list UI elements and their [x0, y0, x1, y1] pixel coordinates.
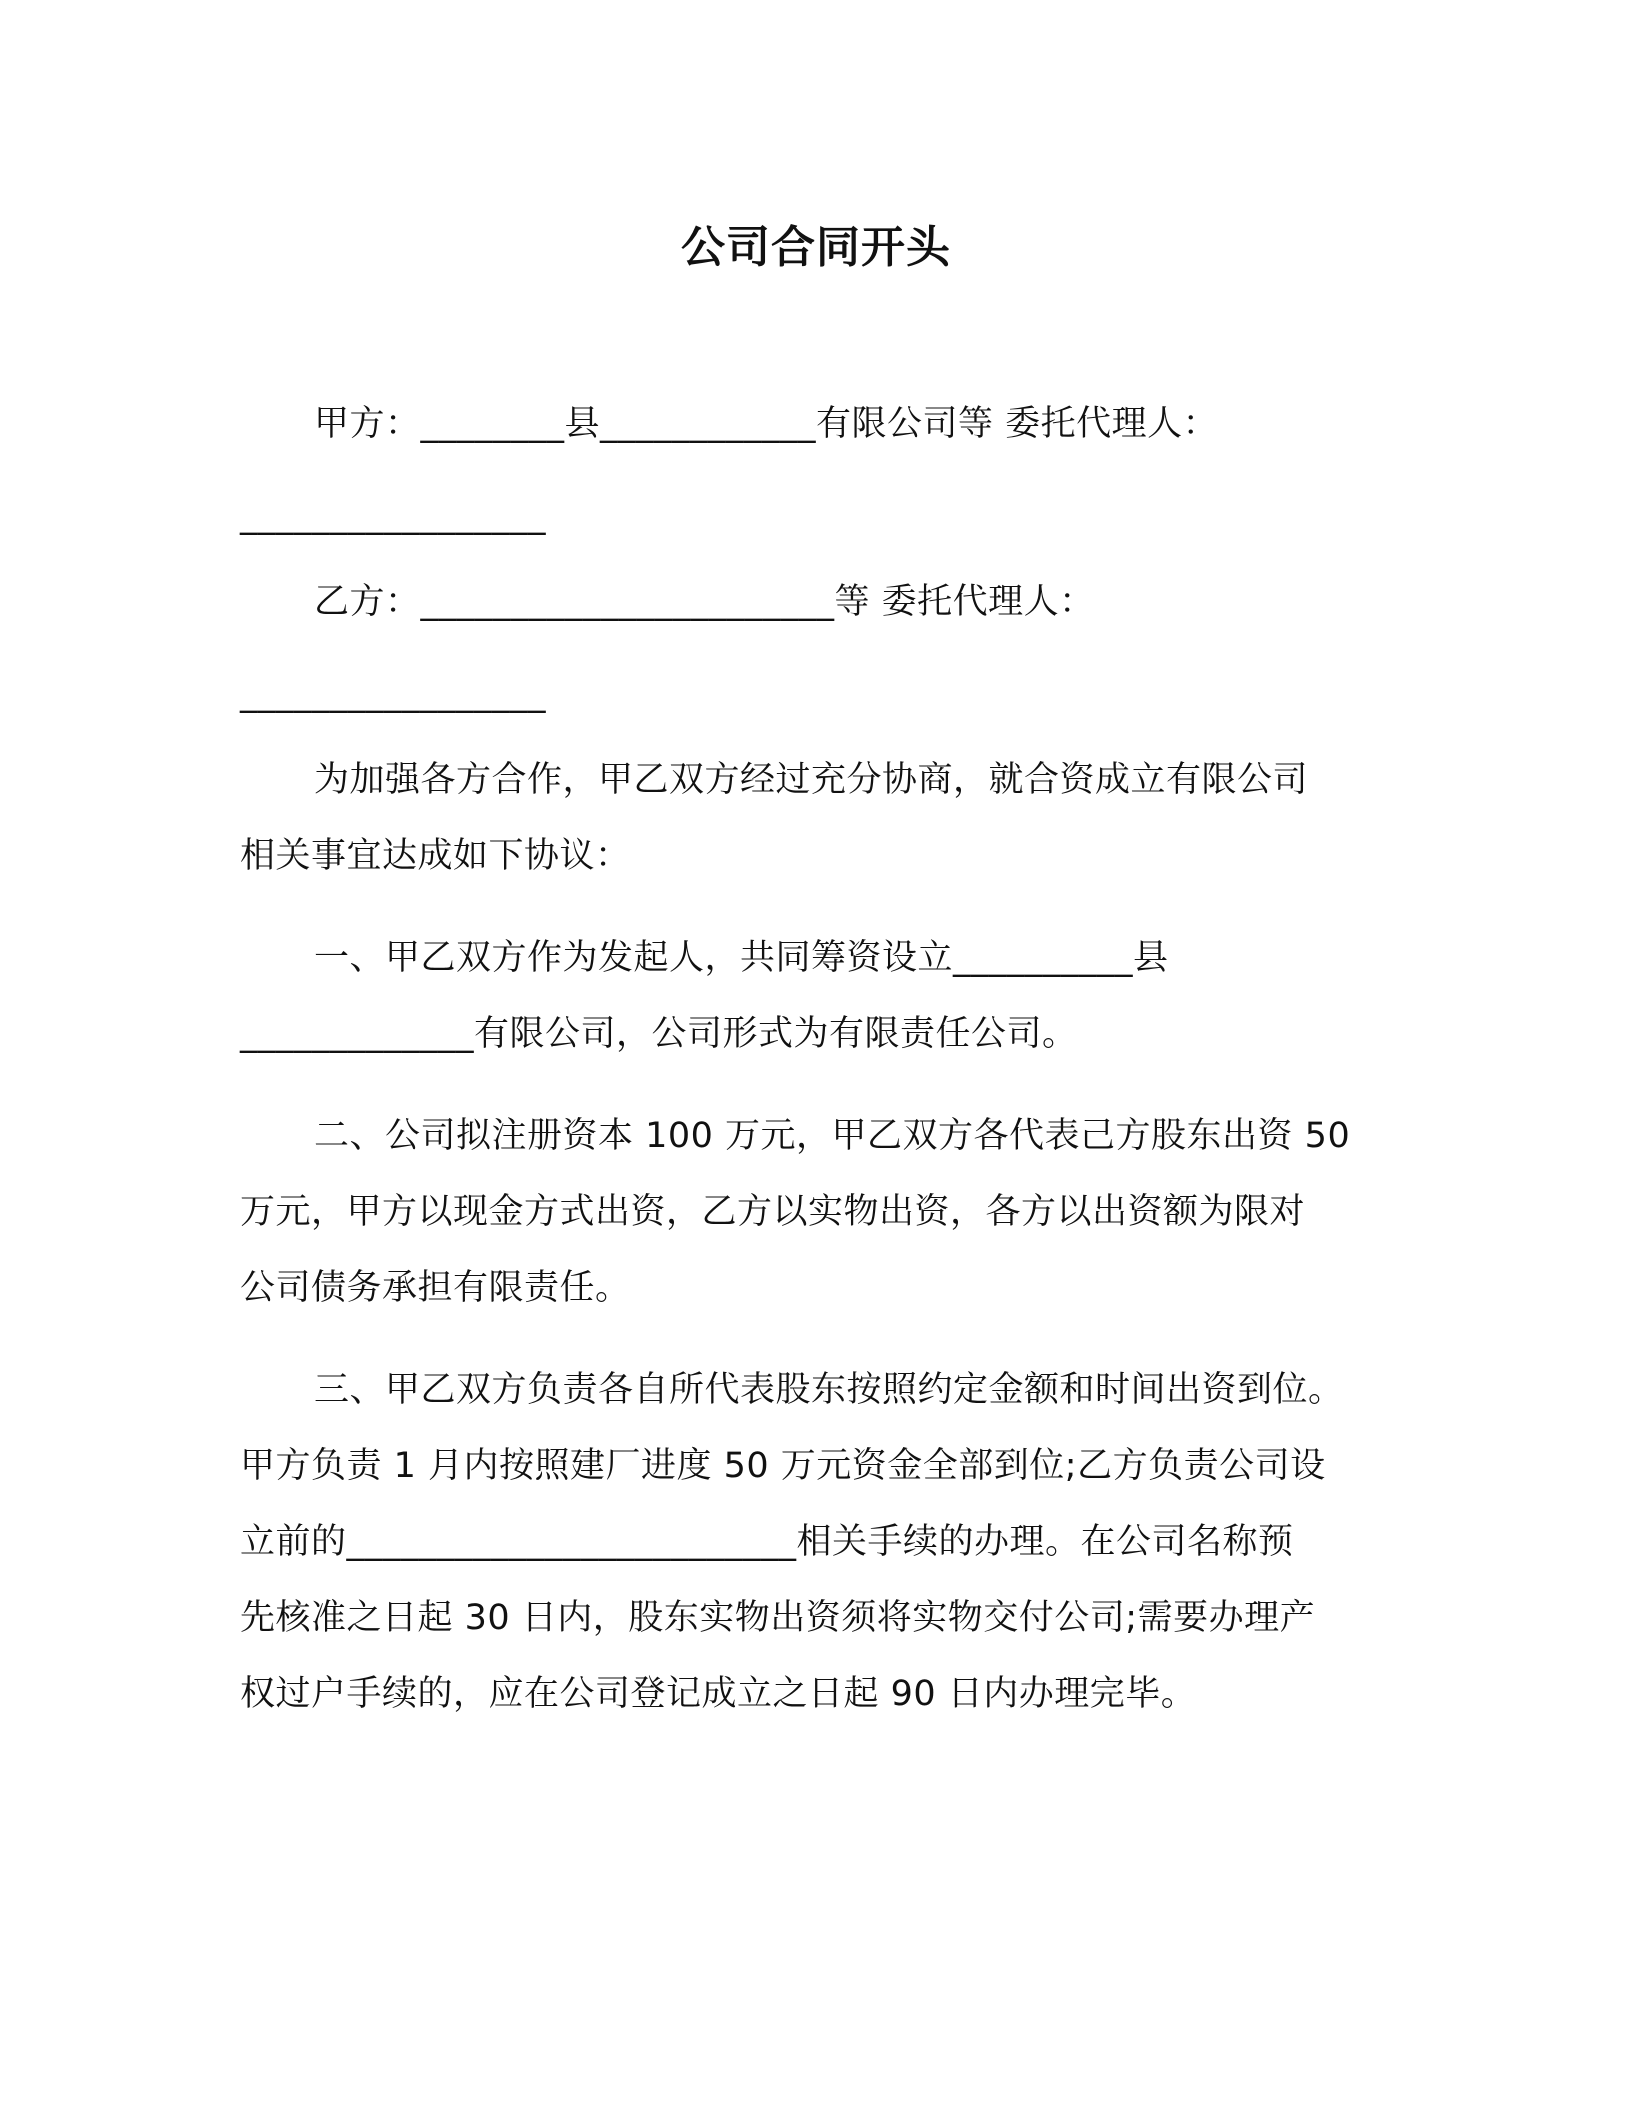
clause-3-line-5: 权过户手续的，应在公司登记成立之日起 90 日内办理完毕。 — [240, 1674, 1197, 1714]
clause-3-line-2: 甲方负责 1 月内按照建厂进度 50 万元资金全部到位;乙方负责公司设 — [240, 1446, 1326, 1486]
clause-3-line-1: 三、甲乙双方负责各自所代表股东按照约定金额和时间出资到位。 — [314, 1370, 1344, 1410]
clause-2-line-1: 二、公司拟注册资本 100 万元，甲乙双方各代表己方股东出资 50 — [314, 1116, 1351, 1156]
clause-2-line-3: 公司债务承担有限责任。 — [240, 1268, 631, 1308]
clause-2-line-2: 万元，甲方以现金方式出资，乙方以实物出资，各方以出资额为限对 — [240, 1192, 1306, 1232]
clause-1-line-1: 一、甲乙双方作为发起人，共同筹资设立__________县 — [314, 938, 1169, 978]
preamble-line-2: 相关事宜达成如下协议： — [240, 836, 631, 876]
document-title: 公司合同开头 — [681, 222, 951, 273]
clause-1-line-2: _____________有限公司，公司形式为有限责任公司。 — [240, 1014, 1078, 1054]
clause-3-line-4: 先核准之日起 30 日内，股东实物出资须将实物交付公司;需要办理产 — [240, 1598, 1316, 1638]
party-b-agent-blank: _________________ — [240, 674, 546, 714]
clause-3-line-3: 立前的_________________________相关手续的办理。在公司名称预 — [240, 1522, 1294, 1562]
party-b-line: 乙方：_______________________等 委托代理人： — [314, 582, 1095, 622]
preamble-line-1: 为加强各方合作，甲乙双方经过充分协商，就合资成立有限公司 — [314, 760, 1309, 800]
party-a-agent-blank: _________________ — [240, 496, 546, 536]
party-a-line: 甲方：________县____________有限公司等 委托代理人： — [314, 404, 1219, 444]
